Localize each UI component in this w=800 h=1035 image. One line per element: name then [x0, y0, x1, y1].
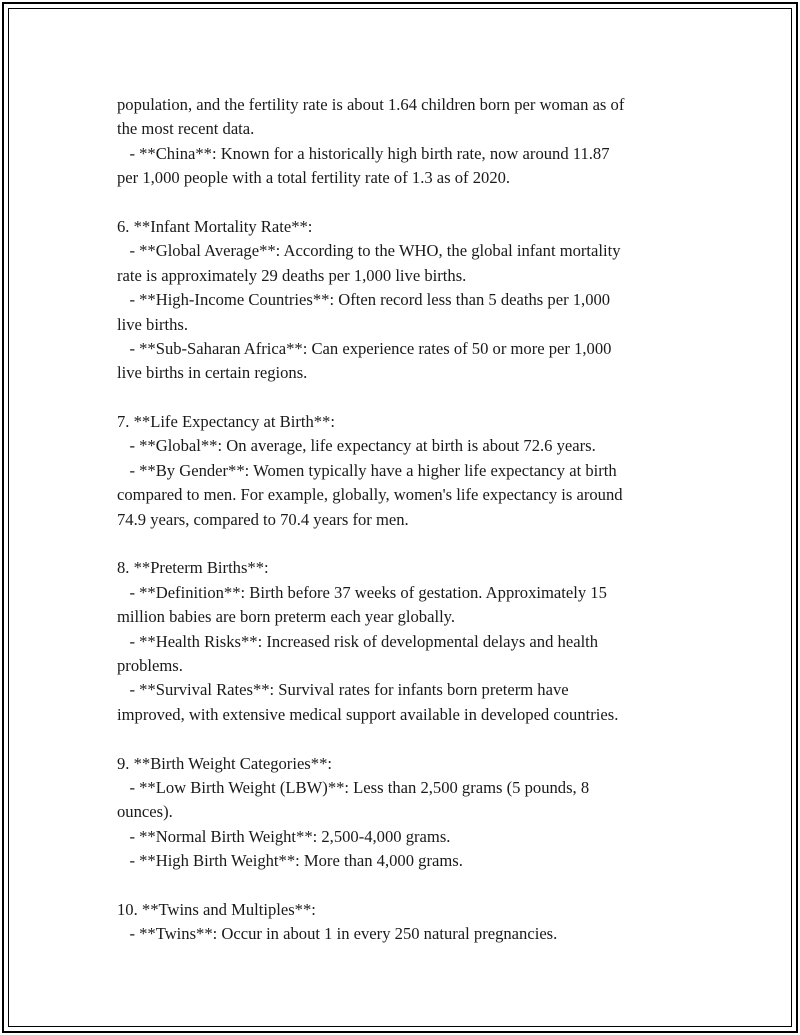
text-line: - **Global Average**: According to the WHO, the global infant mortality — [117, 241, 621, 261]
text-line: ounces). — [117, 802, 173, 822]
blank-line — [117, 874, 687, 898]
text-line: - **By Gender**: Women typically have a higher life expectancy at birth — [117, 460, 617, 480]
text-line: - **Normal Birth Weight**: 2,500-4,000 grams. — [117, 826, 451, 846]
document-body — [117, 93, 687, 947]
text-line: - **Low Birth Weight (LBW)**: Less than 2,500 grams (5 pounds, 8 — [117, 777, 590, 797]
blank-line — [117, 191, 687, 215]
section-heading: 6. **Infant Mortality Rate**: — [117, 216, 313, 236]
section-heading: 9. **Birth Weight Categories**: — [117, 753, 332, 773]
text-line: - **Twins**: Occur in about 1 in every 250 natural pregnancies. — [117, 924, 558, 944]
section-heading: 7. **Life Expectancy at Birth**: — [117, 412, 335, 432]
text-line: - **High Birth Weight**: More than 4,000 grams. — [117, 851, 463, 871]
text-line: - **Sub-Saharan Africa**: Can experience rates of 50 or more per 1,000 — [117, 338, 612, 358]
blank-line — [117, 386, 687, 410]
text-line: 74.9 years, compared to 70.4 years for men. — [117, 509, 409, 529]
text-line: rate is approximately 29 deaths per 1,000 live births. — [117, 265, 467, 285]
blank-line — [117, 532, 687, 556]
section-heading: 8. **Preterm Births**: — [117, 558, 269, 578]
blank-line — [117, 727, 687, 751]
text-line: - **Health Risks**: Increased risk of developmental delays and health — [117, 631, 599, 651]
text-line: - **Survival Rates**: Survival rates for infants born preterm have — [117, 680, 569, 700]
text-line: million babies are born preterm each year globally. — [117, 607, 456, 627]
text-line: per 1,000 people with a total fertility rate of 1.3 as of 2020. — [117, 168, 511, 188]
text-line: live births. — [117, 314, 188, 334]
text-line: the most recent data. — [117, 119, 255, 139]
text-line: - **Definition**: Birth before 37 weeks of gestation. Approximately 15 — [117, 582, 607, 602]
text-line: improved, with extensive medical support available in developed countries. — [117, 704, 619, 724]
section-heading: 10. **Twins and Multiples**: — [117, 899, 316, 919]
text-line: compared to men. For example, globally, women's life expectancy is around — [117, 485, 623, 505]
text-line: live births in certain regions. — [117, 363, 308, 383]
text-line: problems. — [117, 655, 183, 675]
text-line: - **Global**: On average, life expectancy at birth is about 72.6 years. — [117, 436, 596, 456]
text-line: population, and the fertility rate is about 1.64 children born per woman as of — [117, 95, 625, 114]
text-line: - **High-Income Countries**: Often record less than 5 deaths per 1,000 — [117, 290, 611, 310]
text-line: - **China**: Known for a historically high birth rate, now around 11.87 — [117, 143, 610, 163]
